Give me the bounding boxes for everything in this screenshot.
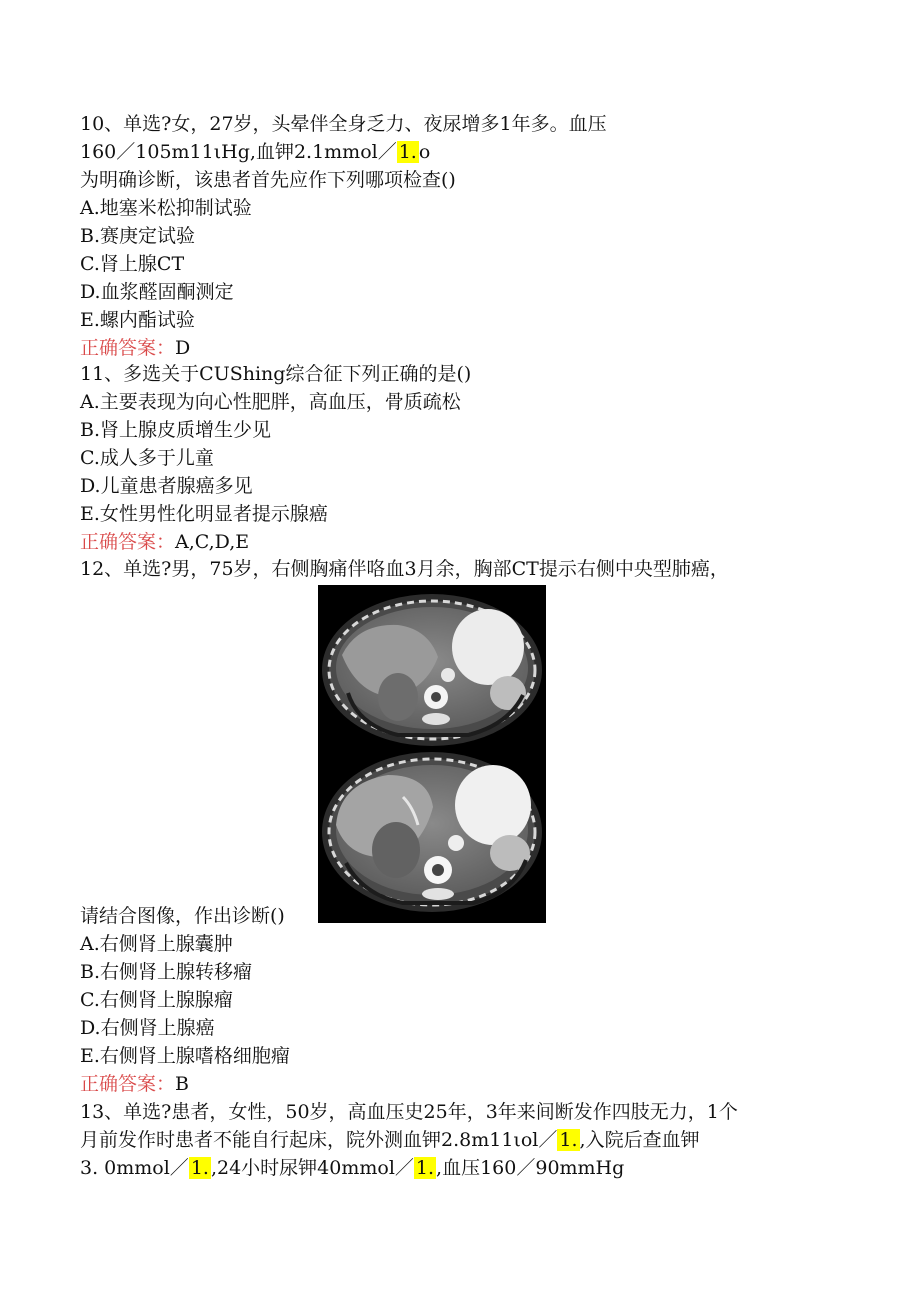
q13-stem-line3-c: ,血压160／90mmHg	[436, 1157, 625, 1179]
q11-option-c: C.成人多于儿童	[80, 447, 214, 469]
q13-stem-line2	[80, 1126, 700, 1154]
q11-option-e: E.女性男性化明显者提示腺癌	[80, 503, 328, 525]
q10-stem-line2-end: o	[418, 141, 431, 163]
q13-stem-line3-a: 3. 0mmol／	[80, 1157, 189, 1179]
q12-option-b: B.右侧肾上腺转移瘤	[80, 961, 253, 983]
q12-answer-value: B	[175, 1073, 189, 1095]
q13-stem-line2-text: 月前发作时患者不能自行起床，院外测血钾2.8m11ιol／	[80, 1129, 558, 1151]
q10-option-a: A.地塞米松抑制试验	[80, 197, 252, 219]
q11-answer	[80, 528, 249, 556]
q10-stem-line2-text: 160／105m11ιHg,血钾2.1mmol／	[80, 141, 397, 163]
q10-stem-line3: 为明确诊断，该患者首先应作下列哪项检查()	[80, 169, 456, 191]
q11-option-b: B.肾上腺皮质增生少见	[80, 419, 272, 441]
q12-answer	[80, 1070, 189, 1098]
q12-option-e: E.右侧肾上腺嗜格细胞瘤	[80, 1045, 290, 1067]
q10-answer-value: D	[175, 337, 191, 359]
q10-highlight: 1.	[398, 141, 417, 163]
q13-stem-line2-end: ,入院后查血钾	[579, 1129, 700, 1151]
q11-stem: 11、多选关于CUShing综合征下列正确的是()	[80, 363, 472, 385]
q12-answer-label: 正确答案：	[80, 1073, 176, 1095]
q13-stem-line3	[80, 1154, 624, 1182]
q10-option-b: B.赛庚定试验	[80, 225, 196, 247]
q11-answer-value: A,C,D,E	[175, 531, 250, 553]
q13-stem-line3-b: ,24小时尿钾40mmol／	[210, 1157, 414, 1179]
q12-option-a: A.右侧肾上腺囊肿	[80, 933, 233, 955]
q12-option-c: C.右侧肾上腺腺瘤	[80, 989, 233, 1011]
q13-stem-line1: 13、单选?患者，女性，50岁，高血压史25年，3年来间断发作四肢无力，1个	[80, 1101, 738, 1123]
q11-option-d: D.儿童患者腺癌多见	[80, 475, 253, 497]
q10-option-d: D.血浆醛固酮测定	[80, 281, 234, 303]
q13-highlight-1: 1.	[559, 1129, 578, 1151]
q12-option-d: D.右侧肾上腺癌	[80, 1017, 215, 1039]
q11-option-a: A.主要表现为向心性肥胖，高血压，骨质疏松	[80, 391, 461, 413]
q11-answer-label: 正确答案：	[80, 531, 176, 553]
q13-highlight-2: 1.	[190, 1157, 209, 1179]
q10-answer	[80, 334, 190, 362]
q10-stem-line2	[80, 138, 430, 166]
q12-stem: 12、单选?男，75岁，右侧胸痛伴咯血3月余，胸部CT提示右侧中央型肺癌，	[80, 558, 729, 580]
q10-option-c: C.肾上腺CT	[80, 253, 185, 275]
q10-option-e: E.螺内酯试验	[80, 309, 195, 331]
q13-highlight-3: 1.	[415, 1157, 435, 1179]
ct-scan-image	[318, 585, 546, 923]
q12-stem-line2: 请结合图像，作出诊断()	[80, 905, 285, 927]
ct-slice-lower	[322, 752, 542, 912]
q10-answer-label: 正确答案：	[80, 337, 176, 359]
ct-slice-upper	[322, 594, 542, 746]
q10-stem-line1: 10、单选?女，27岁，头晕伴全身乏力、夜尿增多1年多。血压	[80, 113, 607, 135]
